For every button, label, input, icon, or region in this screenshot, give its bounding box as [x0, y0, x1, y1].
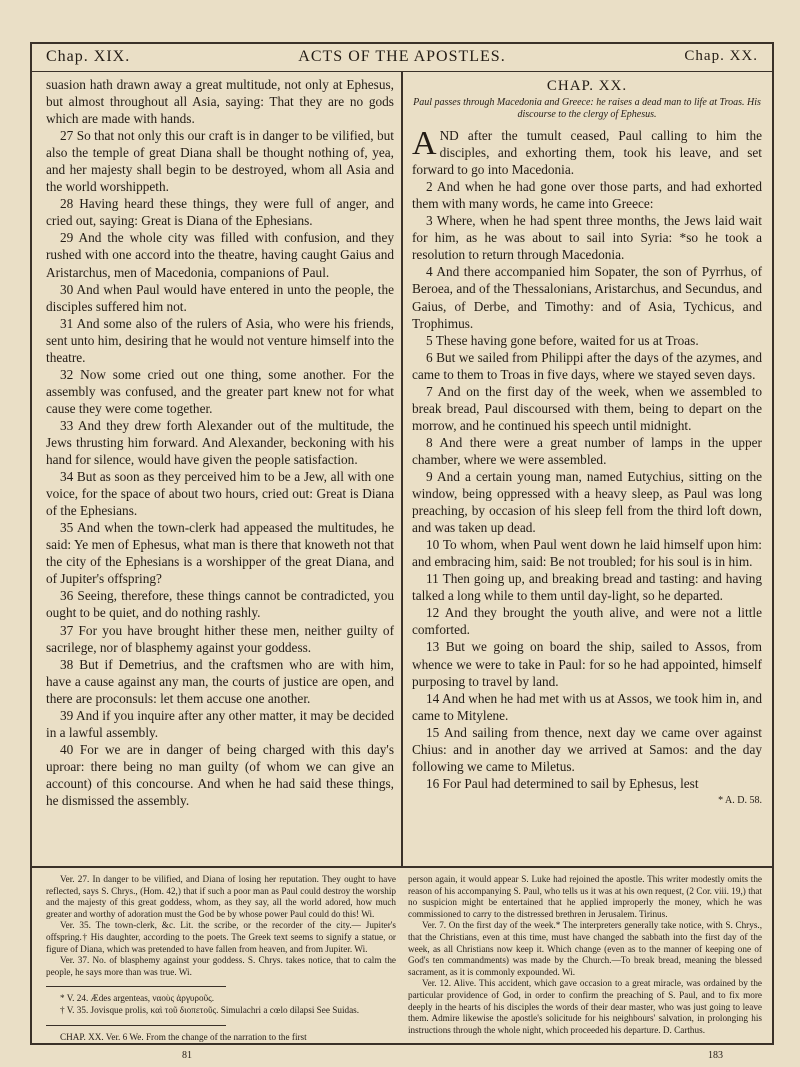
verse-paragraph: 14 And when he had met with us at Assos, we took him in, and came to Mitylene.	[412, 690, 762, 723]
footnote: * V. 24. Ædes argenteas, ναοὺς ἀργυροῦς.	[60, 993, 215, 1004]
commentary-note: Ver. 12. Alive. This accident, which gave occasion to a great miracle, was ordained by the particular providence of God, in order to confirm the preaching of S. Paul, and to fix more deeply in the hearts of his disciples the words of their dear master, who was just going to leave them. Admire likewise the apostle's solicitude for his neighbours' salvation, in prolonging his instructions through the whole night, which proceeded his departure. D. Carthus.	[408, 978, 762, 1035]
verse-paragraph: 34 But as soon as they perceived him to be a Jew, all with one voice, for the space of about two hours, cried out: Great is Diana of the Ephesians.	[46, 469, 394, 519]
verse-paragraph: 4 And there accompanied him Sopater, the son of Pyrrhus, of Beroea, and of the Thessalonians, Aristarchus, and Secundus, and Gaius, of Derbe, and Timothy: and of Asia, Tychicus, and Trophimus.	[412, 264, 762, 331]
verse-paragraph: 38 But if Demetrius, and the craftsmen who are with him, have a cause against any man, the courts of justice are open, and there are proconsuls: let them accuse one another.	[46, 656, 394, 706]
drop-cap: A	[412, 125, 437, 163]
header-title: ACTS OF THE APOSTLES.	[298, 48, 506, 65]
verse-paragraph: 12 And they brought the youth alive, and were not a little comforted.	[412, 605, 762, 638]
verse-paragraph: 32 Now some cried out one thing, some another. For the assembly was confused, and the greater part knew not for what cause they were come together.	[46, 366, 394, 416]
verse-paragraph: 33 And they drew forth Alexander out of the multitude, the Jews thrusting him forward. And Alexander, beckoning with his hand for silence, would have given the people satisfaction.	[46, 417, 394, 468]
commentary-note: Ver. 27. In danger to be vilified, and Diana of losing her reputation. They ought to have reflected, says S. Chrys., (Hom. 42,) that if such a poor man as Paul could destroy the worship and the majesty of this great goddess, whom, as they say, all the world adored, how much greater and worthy of adoration must the God be by whose power Paul could do this! Wi.	[46, 874, 396, 919]
verse-paragraph: 5 These having gone before, waited for us at Troas.	[426, 332, 699, 348]
commentary-note: Ver. 35. The town-clerk, &c. Lit. the scribe, or the recorder of the city.— Jupiter's offspring.† His daughter, according to the poets. The Greek text seems to signify a statue, or figure of Diana, which was pretended to have fallen from heaven, and from Jupiter. Wi.	[46, 920, 396, 954]
running-header	[32, 44, 772, 72]
verse-paragraph: 37 For you have brought hither these men, neither guilty of sacrilege, nor of blasphemy against your goddess.	[46, 622, 394, 655]
verse-paragraph: 15 And sailing from thence, next day we came over against Chius: and in another day we arrived at Samos: and the day following we came to Miletus.	[412, 724, 762, 774]
commentary-note: person again, it would appear S. Luke had rejoined the apostle. This writer modestly omits the reason of his accompanying S. Paul, who tells us it was at his own request, (2 Cor. viii. 19,) that no suspicion might be entertained that he applied improperly the money, which he was commissioned to carry to the distressed brethren in Jerusalem. Tirinus.	[408, 874, 762, 919]
right-column	[412, 76, 762, 809]
chapter-summary: Paul passes through Macedonia and Greece: he raises a dead man to life at Troas. His discourse to the clergy of Ephesus.	[413, 97, 761, 121]
page-number-left: 81	[182, 1050, 192, 1061]
verse-paragraph: 29 And the whole city was filled with confusion, and they rushed with one accord into the theatre, having caught Gaius and Aristarchus, men of Macedonia, companions of Paul.	[46, 230, 394, 280]
left-column	[46, 76, 394, 809]
first-verse-text: ND after the tumult ceased, Paul calling to him the disciples, and exhorting them, took his leave, and set forward to go into Macedonia.	[412, 128, 762, 178]
page-number-right: 183	[708, 1050, 723, 1061]
verse-paragraph: 10 To whom, when Paul went down he laid himself upon him: and embracing him, said: Be not troubled; for his soul is in him.	[412, 537, 762, 570]
verse-paragraph: 31 And some also of the rulers of Asia, who were his friends, sent unto him, desiring that he would not venture himself into the theatre.	[46, 315, 394, 365]
verse-paragraph: 8 And there were a great number of lamps in the upper chamber, where we were assembled.	[412, 434, 762, 467]
verse-paragraph: 40 For we are in danger of being charged with this day's uproar: there being no man guilty (of whom we can give an account) of this concourse. And when he had said these things, he dismissed the assembly.	[46, 741, 394, 808]
header-chapter-right: Chap. XX.	[684, 48, 758, 64]
verse-paragraph: 11 Then going up, and breaking bread and tasting: and having talked a long while to them until day-light, so he departed.	[412, 571, 762, 604]
first-verse	[412, 127, 762, 178]
verse-paragraph: suasion hath drawn away a great multitude, not only at Ephesus, but almost throughout all Asia, saying: That they are no gods which are made with hands.	[46, 77, 394, 127]
margin-date-note: * A. D. 58.	[718, 794, 762, 806]
notes-rule	[32, 866, 772, 868]
verse-paragraph: 39 And if you inquire after any other matter, it may be decided in a lawful assembly.	[46, 707, 394, 740]
footnote-separator	[46, 1025, 226, 1026]
commentary-note: Ver. 7. On the first day of the week.* The interpreters generally take notice, with S. Chrys., that the Christians, even at this time, must have changed the sabbath into the first day of the week, as all Christians now keep it. Which change (even as to the manner of keeping one of God's ten commandments) was made by the Church.—To break bread, meaning the blessed sacrament, as it is commonly expounded. Wi.	[408, 920, 762, 977]
commentary-left	[46, 874, 396, 1043]
verse-paragraph: 6 But we sailed from Philippi after the days of the azymes, and came to them to Troas in five days, where we stayed seven days.	[412, 349, 762, 382]
footnote-separator	[46, 986, 226, 987]
verse-paragraph: 35 And when the town-clerk had appeased the multitudes, he said: Ye men of Ephesus, what man is there that knoweth not that the city of the Ephesians is a worshipper of the great Diana, and of Jupiter's offspring?	[46, 520, 394, 587]
verse-paragraph: 28 Having heard these things, they were full of anger, and cried out, saying: Great is Diana of the Ephesians.	[46, 196, 394, 229]
page-frame	[30, 42, 774, 1061]
verse-paragraph: 2 And when he had gone over those parts, and had exhorted them with many words, he came into Greece:	[412, 179, 762, 212]
verse-paragraph: 30 And when Paul would have entered in unto the people, the disciples suffered him not.	[46, 281, 394, 314]
commentary-note: Ver. 37. No. of blasphemy against your goddess. S. Chrys. takes notice, that to calm the people, he says more than was true. Wi.	[46, 955, 396, 977]
footnote: † V. 35. Jovisque prolis, καὶ τοῦ διοπετοῦς. Simulachri a cœlo dilapsi See Suidas.	[60, 1004, 360, 1015]
verse-paragraph: 9 And a certain young man, named Eutychius, sitting on the window, being oppressed with a heavy sleep, as Paul was long preaching, by occasion of his sleep fell from the third loft down, and was taken up dead.	[412, 468, 762, 536]
column-divider	[401, 72, 403, 866]
verse-paragraph: 16 For Paul had determined to sail by Ephesus, lest	[426, 775, 699, 791]
verse-paragraph: 7 And on the first day of the week, when we assembled to break bread, Paul discoursed with them, being to depart on the morrow, and he continued his speech until midnight.	[412, 383, 762, 433]
verse-paragraph: 3 Where, when he had spent three months, the Jews laid wait for him, as he was about to sail into Syria: *so he took a resolution to return through Macedonia.	[412, 213, 762, 263]
header-chapter-left: Chap. XIX.	[46, 48, 131, 65]
verse-paragraph: 27 So that not only this our craft is in danger to be vilified, but also the temple of great Diana shall be thought nothing of, yea, and her majesty shall begin to be destroyed, whom all Asia and the world worshippeth.	[46, 128, 394, 195]
verse-paragraph: 13 But we going on board the ship, sailed to Assos, from whence we were to take in Paul: for so he had appointed, himself purposing to travel by land.	[412, 639, 762, 689]
verse-paragraph: 36 Seeing, therefore, these things cannot be contradicted, you ought to be quiet, and do nothing rashly.	[46, 588, 394, 621]
commentary-right	[408, 874, 762, 1036]
chapter-heading: CHAP. XX.	[546, 78, 628, 94]
chapter-xx-commentary: CHAP. XX. Ver. 6 We. From the change of the narration to the first	[60, 1031, 307, 1042]
